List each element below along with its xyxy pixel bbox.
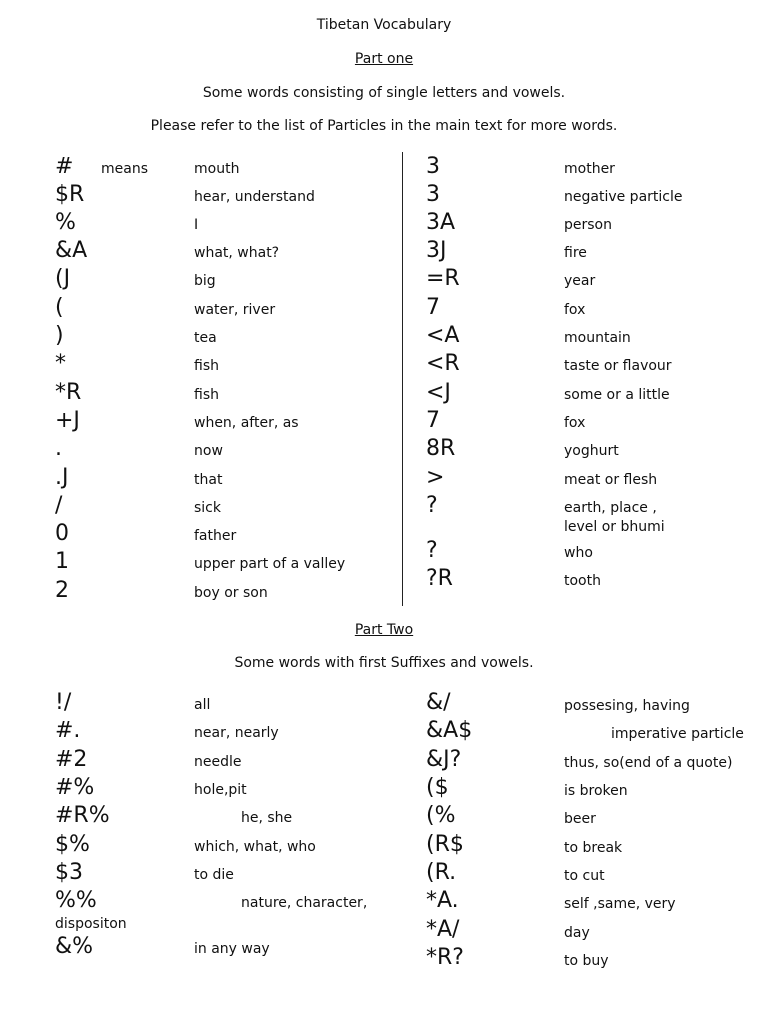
vocab-definition: tea [194,330,217,346]
vocab-definition: big [194,273,216,289]
vocab-symbol: 3J [426,238,447,263]
vocab-symbol: ? [426,493,438,518]
vocab-definition: thus, so(end of a quote) [564,755,733,771]
vocab-symbol: !/ [55,690,72,715]
column-divider [402,152,403,606]
vocab-symbol: 3 [426,182,440,207]
vocab-symbol: &J? [426,747,462,772]
vocab-definition: yoghurt [564,443,619,459]
vocab-definition: when, after, as [194,415,299,431]
vocab-symbol: # [55,154,74,179]
vocab-symbol: 3 [426,154,440,179]
vocab-definition: tooth [564,573,601,589]
vocab-symbol: ) [55,323,64,348]
vocab-definition: fish [194,358,219,374]
vocab-symbol: *R [55,380,82,405]
vocab-definition: upper part of a valley [194,556,346,572]
vocab-symbol: 2 [55,578,69,603]
vocab-definition: nature, character, [241,895,368,911]
vocab-definition: now [194,443,223,459]
vocab-definition: to buy [564,953,609,969]
vocab-symbol: . [55,436,62,461]
vocab-symbol: &% [55,934,94,959]
vocab-definition: who [564,545,593,561]
vocab-definition: possesing, having [564,698,690,714]
vocab-symbol: =R [426,266,460,291]
vocab-definition: fish [194,387,219,403]
vocab-definition: year [564,273,596,289]
vocab-symbol: #2 [55,747,88,772]
vocab-symbol: $3 [55,860,83,885]
vocab-symbol: .J [55,465,69,490]
particles-note: Please refer to the list of Particles in the main text for more words. [150,118,618,134]
vocab-symbol: % [55,210,76,235]
vocab-definition: mother [564,161,615,177]
vocab-definition: to break [564,840,623,856]
means-label: means [101,161,148,177]
vocab-symbol: 7 [426,408,440,433]
vocab-definition: all [194,697,211,713]
vocab-definition: what, what? [194,245,280,261]
vocab-symbol: <J [426,380,451,405]
part-one-heading: Part one [354,51,414,67]
vocab-definition: fox [564,415,586,431]
vocab-definition: self ,same, very [564,896,676,912]
vocab-definition: he, she [241,810,293,826]
vocab-definition: taste or flavour [564,358,672,374]
vocab-symbol: <A [426,323,460,348]
vocab-definition: imperative particle [611,726,744,742]
part-two-description: Some words with first Suffixes and vowels. [234,655,534,671]
vocab-definition: mouth [194,161,240,177]
vocab-symbol: (R. [426,860,457,885]
vocab-symbol: 1 [55,549,69,574]
vocab-definition: person [564,217,612,233]
vocab-symbol: (% [426,803,456,828]
vocab-symbol: 8R [426,436,456,461]
vocab-symbol: (R$ [426,832,464,857]
vocab-symbol: 0 [55,521,69,546]
vocab-symbol: +J [55,408,80,433]
vocab-definition: water, river [194,302,276,318]
vocab-definition: hole,pit [194,782,247,798]
vocab-symbol: *R? [426,945,464,970]
vocab-symbol: #. [55,718,81,743]
vocab-symbol: $% [55,832,90,857]
vocab-symbol: <R [426,351,460,376]
vocab-definition: needle [194,754,242,770]
vocab-symbol: *A/ [426,917,460,942]
vocab-symbol: 3A [426,210,456,235]
vocab-definition-continued: level or bhumi [564,519,665,535]
vocab-symbol: ( [55,295,64,320]
vocab-definition: day [564,925,590,941]
vocab-definition: hear, understand [194,189,315,205]
vocab-definition-continued: dispositon [55,916,127,932]
vocab-definition: to cut [564,868,605,884]
vocab-symbol: (J [55,266,71,291]
vocab-definition: near, nearly [194,725,279,741]
vocab-symbol: ($ [426,775,449,800]
vocab-definition: mountain [564,330,631,346]
vocab-symbol: #% [55,775,95,800]
vocab-definition: sick [194,500,221,516]
vocab-definition: beer [564,811,596,827]
vocab-symbol: #R% [55,803,110,828]
part-two-heading: Part Two [354,622,414,638]
vocab-symbol: / [55,493,63,518]
vocab-definition: that [194,472,223,488]
vocab-definition: to die [194,867,234,883]
vocab-definition: which, what, who [194,839,316,855]
vocab-symbol: &A [55,238,88,263]
vocab-definition: fox [564,302,586,318]
part-one-description: Some words consisting of single letters and vowels. [202,85,566,101]
vocab-symbol: %% [55,888,97,913]
vocab-definition: is broken [564,783,628,799]
vocab-symbol: ?R [426,566,453,591]
vocab-symbol: * [55,351,66,376]
vocab-definition: some or a little [564,387,670,403]
vocab-definition: father [194,528,237,544]
vocab-symbol: &A$ [426,718,473,743]
vocab-definition: in any way [194,941,270,957]
vocab-definition: fire [564,245,587,261]
vocab-definition: earth, place , [564,500,657,516]
vocab-definition: meat or flesh [564,472,658,488]
vocab-symbol: *A. [426,888,459,913]
vocab-symbol: &/ [426,690,451,715]
vocab-symbol: ? [426,538,438,563]
vocab-symbol: $R [55,182,85,207]
vocab-definition: negative particle [564,189,683,205]
vocab-definition: I [194,217,199,233]
page-title: Tibetan Vocabulary [316,17,452,33]
vocab-symbol: > [426,465,445,490]
vocab-symbol: 7 [426,295,440,320]
vocab-definition: boy or son [194,585,268,601]
